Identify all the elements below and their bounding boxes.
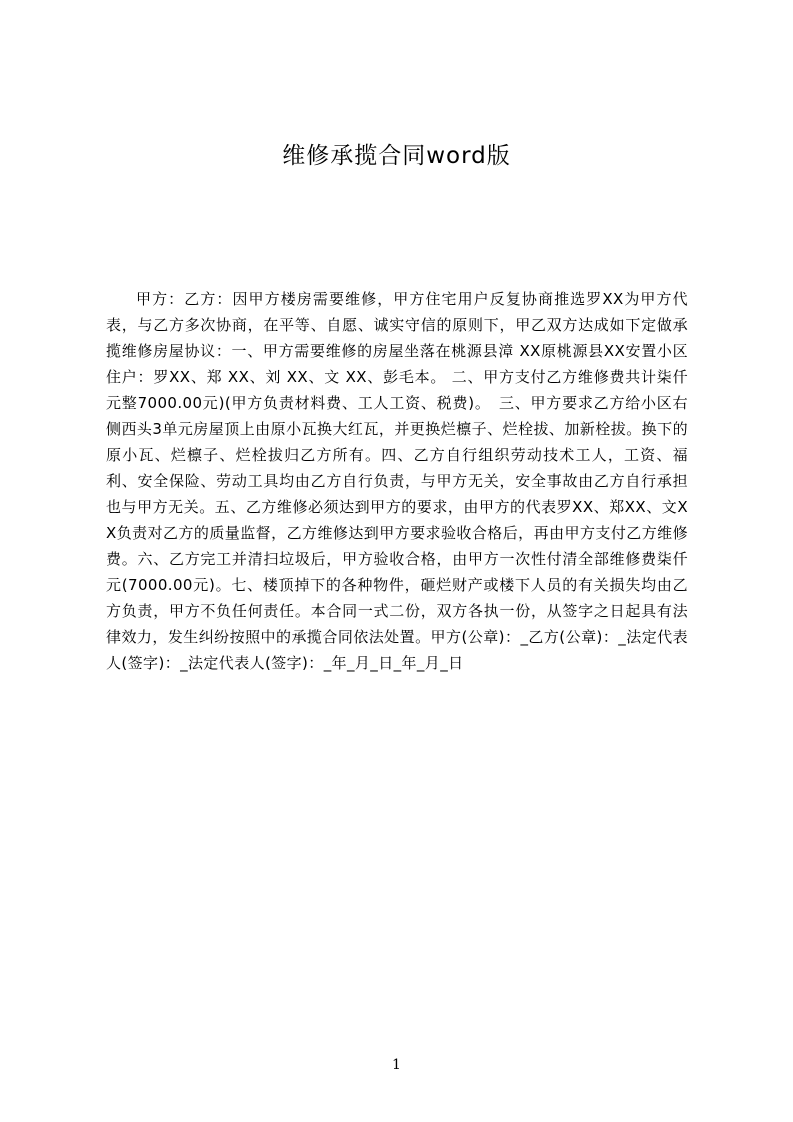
page-number: 1 [392,1057,401,1073]
contract-body-text: 甲方：乙方：因甲方楼房需要维修，甲方住宅用户反复协商推选罗XX为甲方代表，与乙方多次协商，在平等、自愿、诚实守信的原则下，甲乙双方达成如下定做承揽维修房屋协议：一、甲方需要维修的房屋坐落在桃源县漳 XX原桃源县XX安置小区住户：罗XX、郑 XX、刘 XX、文 XX、彭毛本。 二、甲方支付乙方维修费共计柒仟元整7000.00元)(甲方负责材料费、工人工资、税费)。 三、甲方要求乙方给小区右侧西头3单元房屋顶上由原小瓦换大红瓦，并更换烂檩子、烂栓拔、加新栓拔。换下的原小瓦、烂檩子、烂栓拔归乙方所有。四、乙方自行组织劳动技术工人，工资、福利、安全保险、劳动工具均由乙方自行负责，与甲方无关，安全事故由乙方自行承担也与甲方无关。五、乙方维修必须达到甲方的要求，由甲方的代表罗XX、郑XX、文XX负责对乙方的质量监督，乙方维修达到甲方要求验收合格后，再由甲方支付乙方维修费。六、乙方完工并清扫垃圾后，甲方验收合格，由甲方一次性付清全部维修费柒仟元(7000.00元)。七、楼顶掉下的各种物件，砸烂财产或楼下人员的有关损失均由乙方负责，甲方不负任何责任。本合同一式二份，双方各执一份，从签字之日起具有法律效力，发生纠纷按照中的承揽合同依法处置。甲方(公章)：_乙方(公章)：_法定代表人(签字)：_法定代表人(签字)：_年_月_日_年_月_日 [106,290,688,672]
document-title: 维修承揽合同word版 [282,143,511,169]
